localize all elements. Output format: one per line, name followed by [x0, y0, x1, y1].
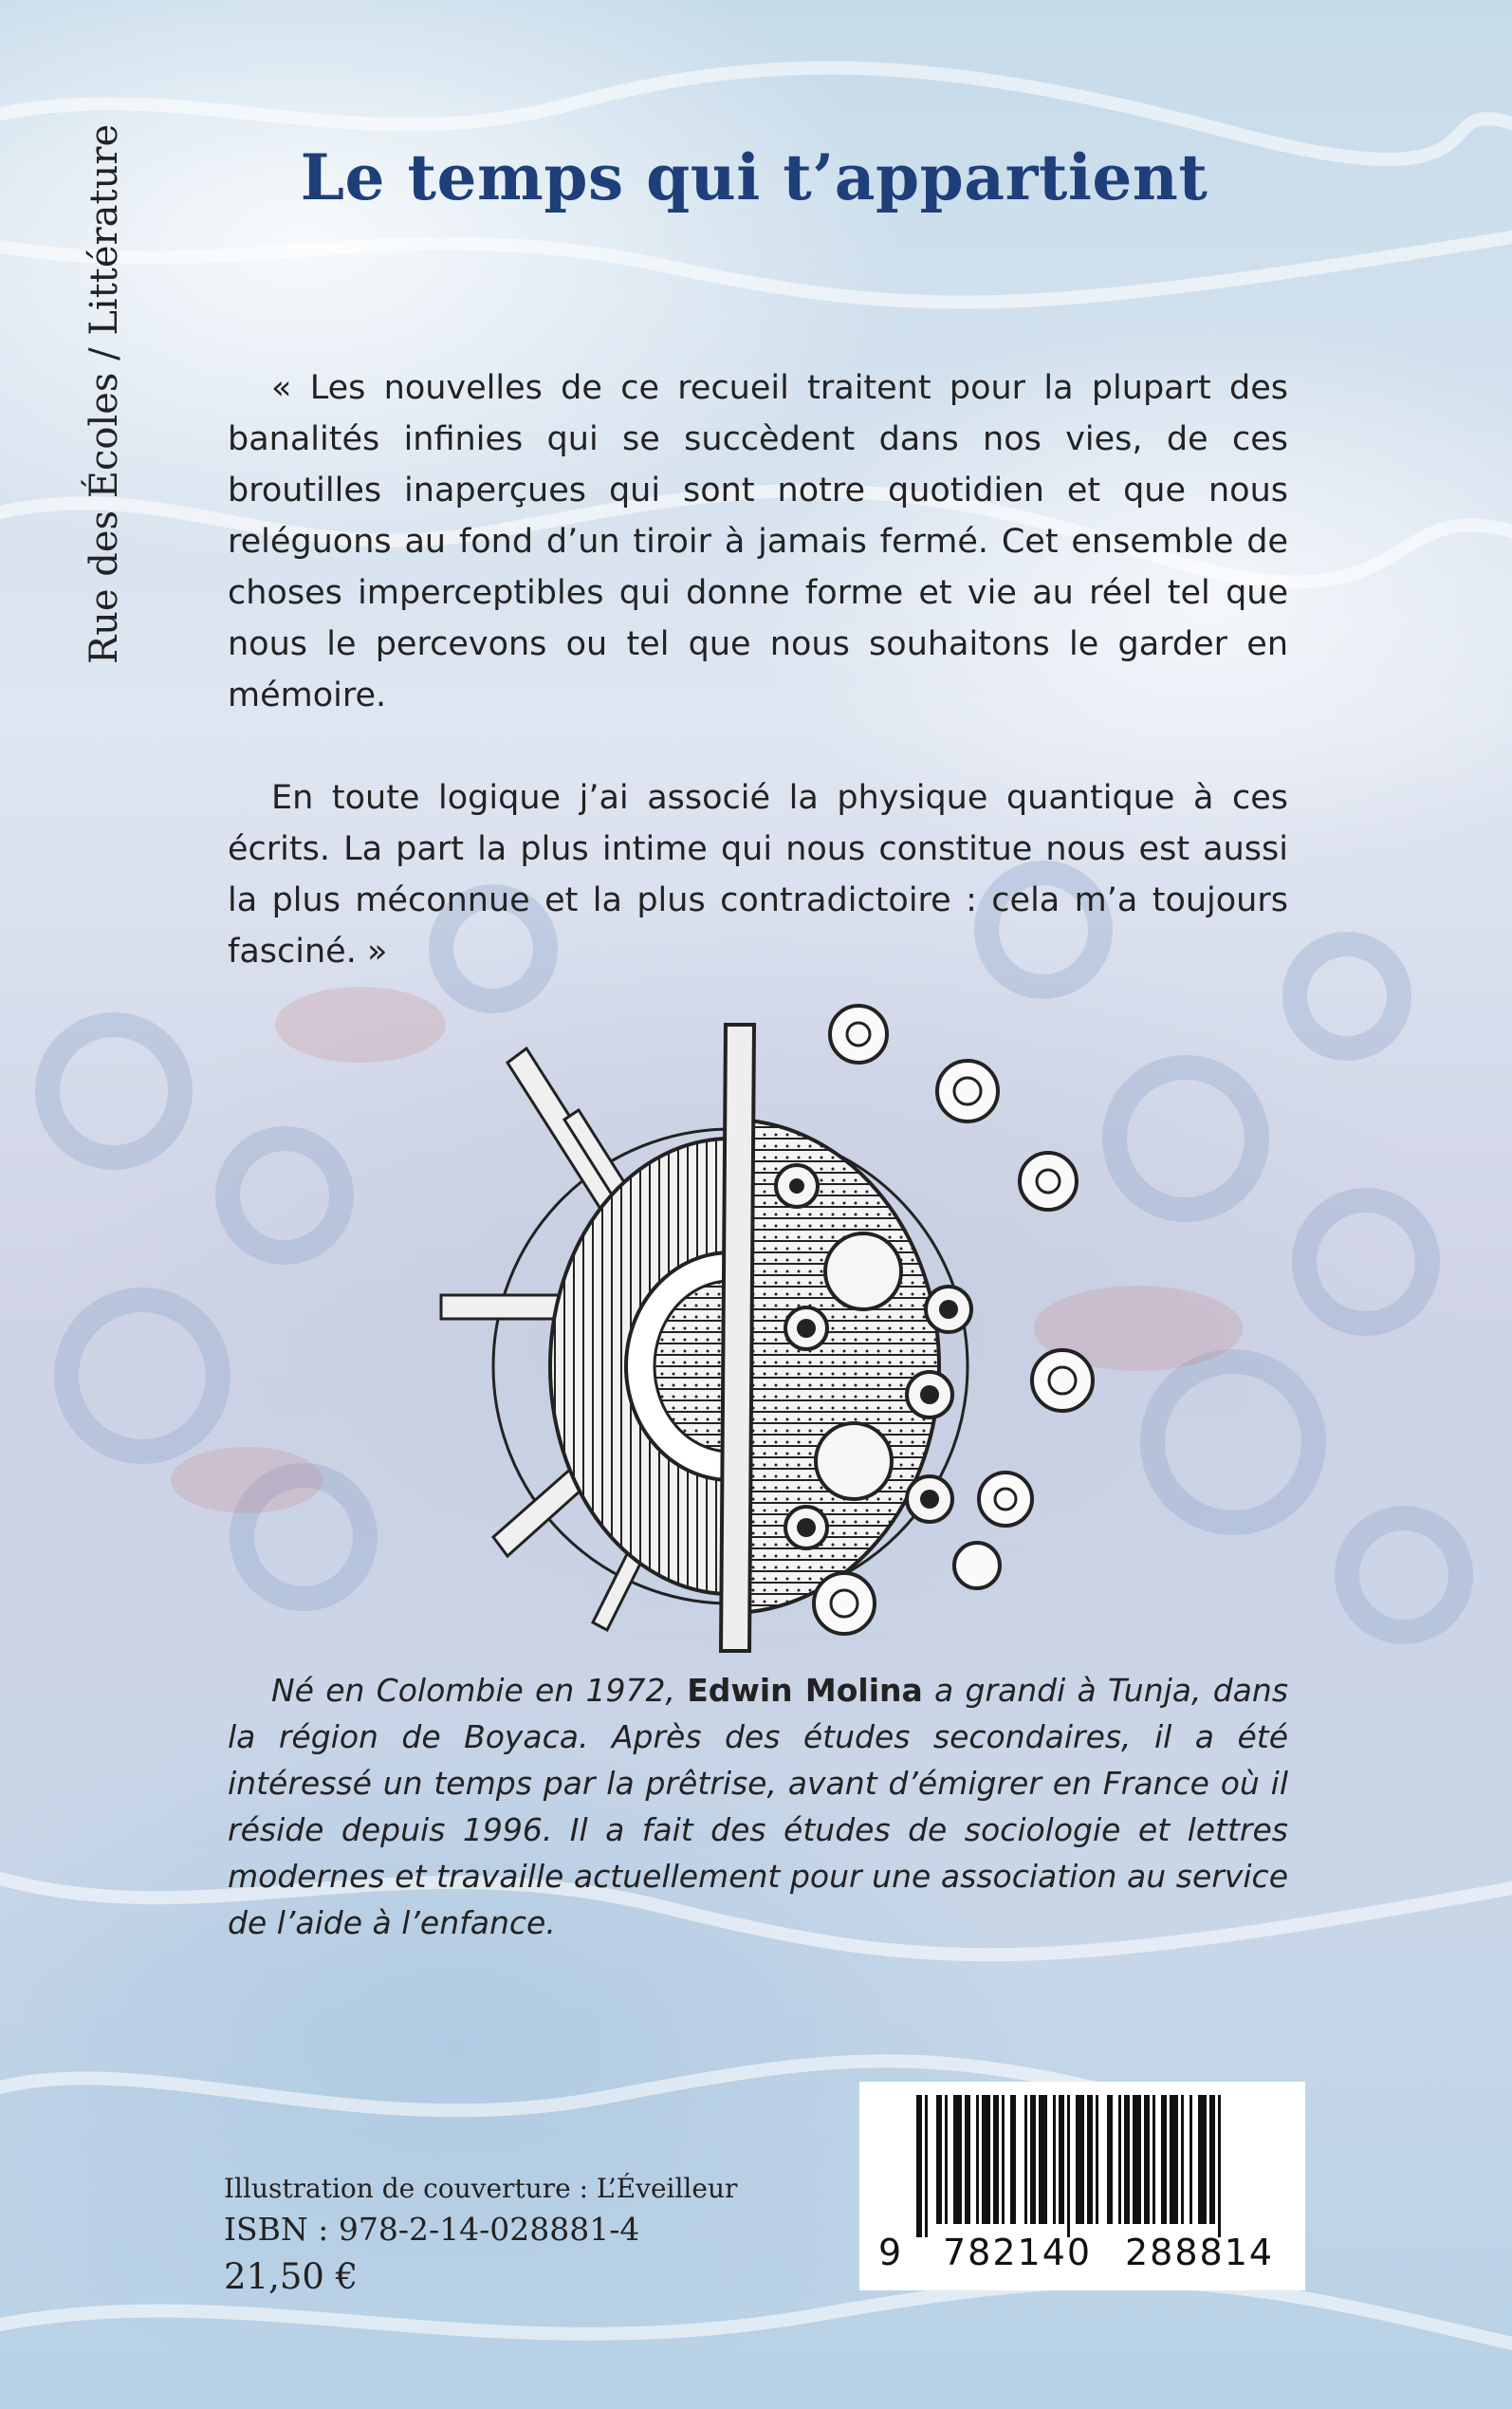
price: 21,50 €	[224, 2256, 359, 2297]
isbn: ISBN : 978-2-14-028881-4	[224, 2211, 640, 2248]
isbn-barcode	[859, 2082, 1305, 2290]
barcode-first-digit: 9	[878, 2232, 902, 2273]
author-bio	[228, 1667, 1288, 1946]
bio-text: a grandi à Tunja, dans la région de Boyaca. Après des études secondaires, il a été intéressé un temps par la prêtrise, avant d’émigrer en France où il réside depuis 1996. Il a fait des études de sociologie et lettres modernes et travaille actuellement pour une association au service de l’aide à l’enfance.	[228, 1672, 1289, 1941]
barcode-right-group: 288814	[1125, 2232, 1275, 2273]
credits-block	[224, 2169, 737, 2304]
blurb-paragraph-2: En toute logique j’ai associé la physique quantique à ces écrits. La part la plus intime qui nous constitue nous est aussi la plus méconnue et la plus contradictoire : cela m’a toujours fasciné. »	[228, 779, 1288, 971]
barcode-left-group: 782140	[943, 2232, 1093, 2273]
book-title: Le temps qui t’appartient	[300, 140, 1208, 214]
bio-intro: Né en Colombie en 1972,	[271, 1672, 688, 1709]
barcode-digits	[859, 2224, 1305, 2281]
author-name: Edwin Molina	[687, 1672, 923, 1709]
blurb-paragraph-1: « Les nouvelles de ce recueil traitent pour la plupart des banalités infinies qui se succèdent dans nos vies, de ces broutilles inaperçues qui sont notre quotidien et que nous reléguons au fond d’un tiroir à jamais fermé. Cet ensemble de choses imperceptibles qui donne forme et vie au réel tel que nous le percevons ou tel que nous souhaitons le garder en mémoire.	[228, 369, 1288, 714]
illustration-credit: Illustration de couverture : L’Éveilleur	[224, 2173, 738, 2204]
collection-label: Rue des Écoles / Littérature	[83, 123, 126, 664]
cover-illustration	[417, 996, 1100, 1660]
